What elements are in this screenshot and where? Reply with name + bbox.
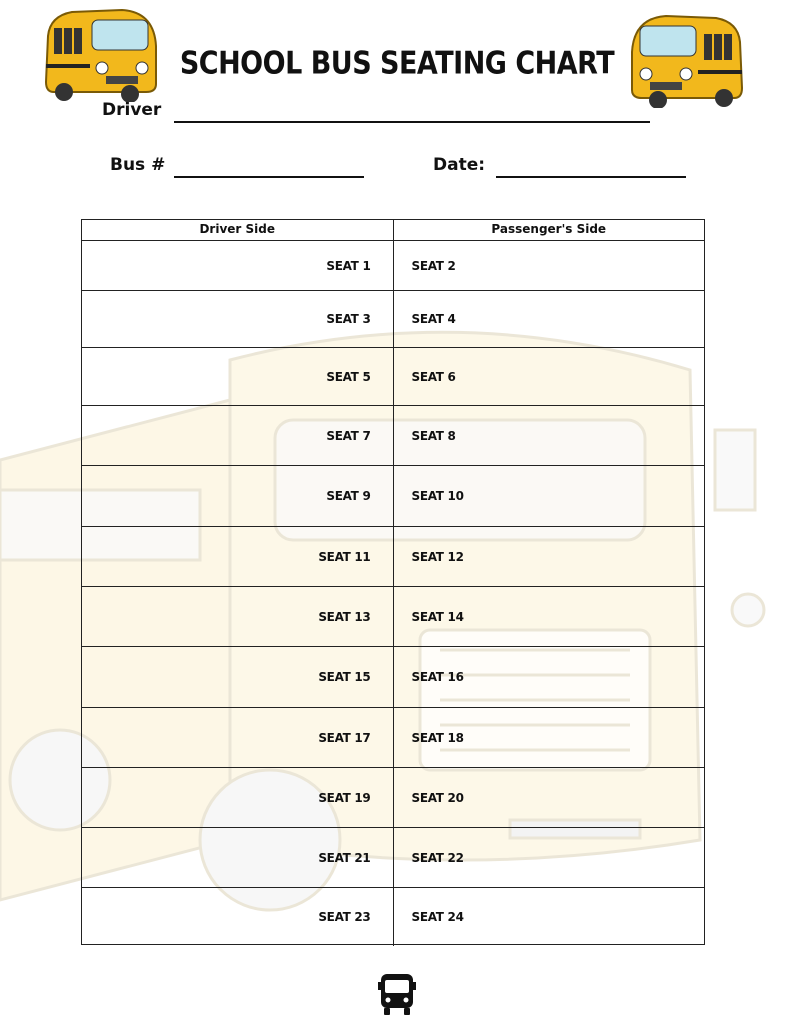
seat-row — [82, 348, 704, 406]
seat-row — [82, 291, 704, 348]
seat-cell — [394, 828, 705, 887]
seat-row — [82, 888, 704, 946]
bus-number-line — [174, 176, 364, 178]
seat-cell — [394, 527, 705, 586]
seat-label: SEAT 9 — [326, 489, 371, 503]
date-line — [496, 176, 686, 178]
seat-row — [82, 241, 704, 291]
chart-header — [82, 220, 704, 241]
seat-label: SEAT 22 — [411, 850, 464, 865]
passenger-side-header: Passenger's Side — [491, 222, 607, 236]
seat-label: SEAT 15 — [318, 670, 371, 684]
seat-cell — [82, 828, 394, 887]
seat-label: SEAT 10 — [411, 489, 464, 503]
seat-cell — [394, 348, 705, 405]
seat-cell — [82, 466, 394, 526]
driver-line — [174, 121, 650, 123]
seat-row — [82, 828, 704, 888]
page-title: SCHOOL BUS SEATING CHART — [179, 45, 615, 82]
date-label: Date: — [433, 155, 486, 175]
seat-cell — [82, 291, 394, 347]
seat-label: SEAT 14 — [411, 609, 464, 624]
seat-label: SEAT 5 — [326, 369, 371, 384]
seat-row — [82, 768, 704, 828]
bus-number-label: Bus # — [110, 155, 166, 175]
seat-cell — [82, 768, 394, 827]
seat-label: SEAT 17 — [318, 730, 371, 745]
driver-side-header: Driver Side — [82, 220, 394, 240]
seat-cell — [82, 888, 394, 946]
seat-row — [82, 708, 704, 768]
seat-cell — [394, 768, 705, 827]
seat-label: SEAT 8 — [411, 428, 456, 443]
seat-row — [82, 527, 704, 587]
seat-cell — [82, 708, 394, 767]
seat-cell — [394, 241, 705, 290]
seat-label: SEAT 11 — [318, 549, 371, 564]
seat-label: SEAT 4 — [411, 312, 456, 326]
seat-label: SEAT 13 — [318, 609, 371, 624]
seat-cell — [82, 406, 394, 465]
seat-label: SEAT 3 — [326, 312, 371, 326]
seat-row — [82, 466, 704, 527]
seat-label: SEAT 18 — [411, 730, 464, 745]
seat-cell — [82, 587, 394, 646]
seat-label: SEAT 2 — [411, 258, 456, 273]
seat-cell — [394, 587, 705, 646]
seat-cell — [394, 406, 705, 465]
seat-cell — [394, 708, 705, 767]
seat-row — [82, 647, 704, 708]
seating-chart — [81, 219, 705, 945]
seat-label: SEAT 7 — [326, 428, 371, 443]
seat-row — [82, 587, 704, 647]
seat-cell — [82, 241, 394, 290]
seat-cell — [82, 527, 394, 586]
seat-label: SEAT 19 — [318, 790, 371, 805]
seat-cell — [82, 647, 394, 707]
seat-cell — [394, 647, 705, 707]
seat-cell — [82, 348, 394, 405]
seat-label: SEAT 24 — [411, 910, 464, 924]
seat-label: SEAT 6 — [411, 369, 456, 384]
bus-front-icon — [378, 972, 416, 1016]
seat-cell — [394, 466, 705, 526]
seat-label: SEAT 1 — [326, 258, 371, 273]
seat-label: SEAT 23 — [318, 910, 371, 924]
seat-label: SEAT 16 — [411, 670, 464, 684]
seat-cell — [394, 291, 705, 347]
seat-cell — [394, 888, 705, 946]
driver-label: Driver — [102, 100, 162, 120]
seat-label: SEAT 20 — [411, 790, 464, 805]
seat-label: SEAT 21 — [318, 850, 371, 865]
seat-label: SEAT 12 — [411, 549, 464, 564]
seat-row — [82, 406, 704, 466]
